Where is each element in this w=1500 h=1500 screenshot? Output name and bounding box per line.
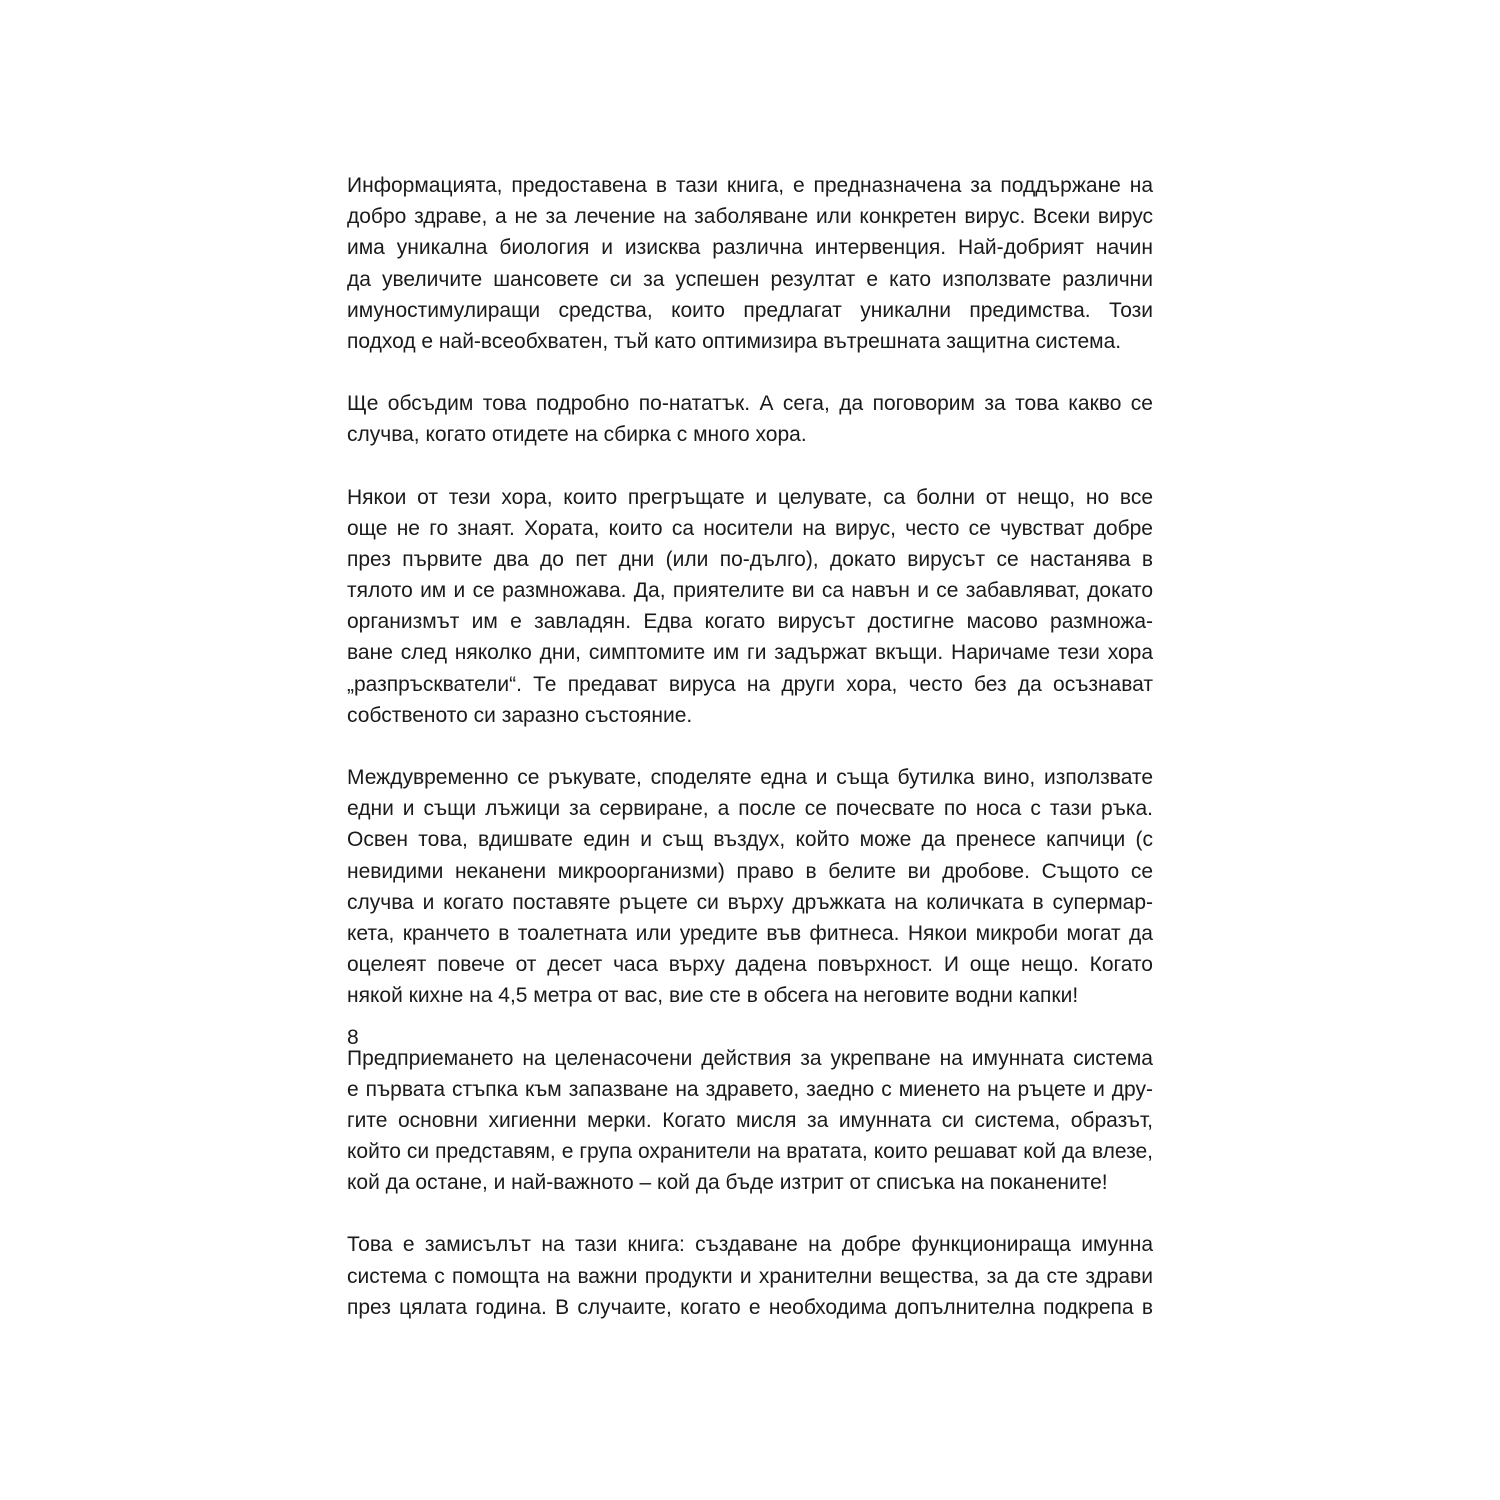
text-line: случва и когато поставяте ръцете си върху дръжката на количката в супермар-	[347, 890, 1153, 914]
paragraph-1	[347, 170, 1153, 357]
text-line: е първата стъпка към запазване на здравето, заедно с миенето на ръцете и дру-	[347, 1077, 1153, 1101]
text-line: кой да остане, и най-важното – кой да бъде изтрит от списъка на поканените!	[347, 1171, 1108, 1195]
text-line: през първите два до пет дни (или по-дълго), докато вирусът се настанява в	[347, 547, 1153, 571]
text-line: Някои от тези хора, които прегръщате и целувате, са болни от нещо, но все	[347, 485, 1153, 509]
text-line: който си представям, е група охранители на вратата, които решават кой да влезе,	[347, 1140, 1153, 1164]
text-line: Това е замисълът на тази книга: създаване на добре функционираща имунна	[347, 1233, 1153, 1257]
text-line: имуностимулиращи средства, които предлагат уникални предимства. Този	[347, 298, 1153, 322]
text-line: има уникална биология и изисква различна интервенция. Най-добрият начин	[347, 236, 1153, 260]
text-line: още не го знаят. Хората, които са носители на вирус, често се чувстват добре	[347, 516, 1153, 540]
text-line: случва, когато отидете на сбирка с много хора.	[347, 423, 807, 447]
text-line: „разпръскватели“. Те предават вируса на други хора, често без да осъзнават	[347, 672, 1153, 696]
text-line: някой кихне на 4,5 метра от вас, вие сте в обсега на неговите водни капки!	[347, 984, 1079, 1008]
page-body	[347, 170, 1153, 1354]
paragraph-5	[347, 1043, 1153, 1199]
text-line: гите основни хигиенни мерки. Когато мисля за имунната си система, образът,	[347, 1108, 1153, 1132]
text-line: да увеличите шансовете си за успешен резултат е като използвате различни	[347, 267, 1153, 291]
paragraph-2	[347, 388, 1153, 450]
text-line: система с помощта на важни продукти и хранителни вещества, за да сте здрави	[347, 1264, 1153, 1288]
text-line: тялото им и се размножава. Да, приятелите ви са навън и се забавляват, докато	[347, 579, 1153, 603]
text-line: собственото си заразно състояние.	[347, 703, 693, 727]
text-line: през цялата година. В случаите, когато е необходима допълнителна подкрепа в	[347, 1295, 1153, 1319]
text-line: невидими неканени микроорганизми) право в белите ви дробове. Същото се	[347, 859, 1153, 883]
text-line: едни и същи лъжици за сервиране, а после се почесвате по носа с тази ръка.	[347, 797, 1153, 821]
text-line: добро здраве, а не за лечение на заболяване или конкретен вирус. Всеки вирус	[347, 205, 1153, 229]
text-line: Информацията, предоставена в тази книга, е предназначена за поддържане на	[347, 174, 1153, 197]
text-line: кета, кранчето в тоалетната или уредите във фитнеса. Някои микроби могат да	[347, 921, 1153, 945]
text-line: организмът им е завладян. Едва когато вирусът достигне масово размножа-	[347, 610, 1153, 634]
text-line: подход е най-всеобхватен, тъй като оптимизира вътрешната защитна система.	[347, 329, 1122, 353]
paragraph-6	[347, 1229, 1153, 1323]
paragraph-3	[347, 482, 1153, 732]
text-line: Ще обсъдим това подробно по-нататък. А сега, да поговорим за това какво се	[347, 392, 1153, 416]
text-line: Освен това, вдишвате един и същ въздух, който може да пренесе капчици (с	[347, 828, 1153, 852]
page-number: 8	[347, 1026, 359, 1049]
text-line: Предприемането на целенасочени действия за укрепване на имунната система	[347, 1046, 1153, 1070]
text-line: ване след няколко дни, симптомите им ги задържат вкъщи. Наричаме тези хора	[347, 641, 1153, 665]
text-line: оцелеят повече от десет часа върху дадена повърхност. И още нещо. Когато	[347, 953, 1153, 977]
text-line: Междувременно се ръкувате, споделяте една и съща бутилка вино, използвате	[347, 766, 1153, 789]
paragraph-4	[347, 762, 1153, 1012]
